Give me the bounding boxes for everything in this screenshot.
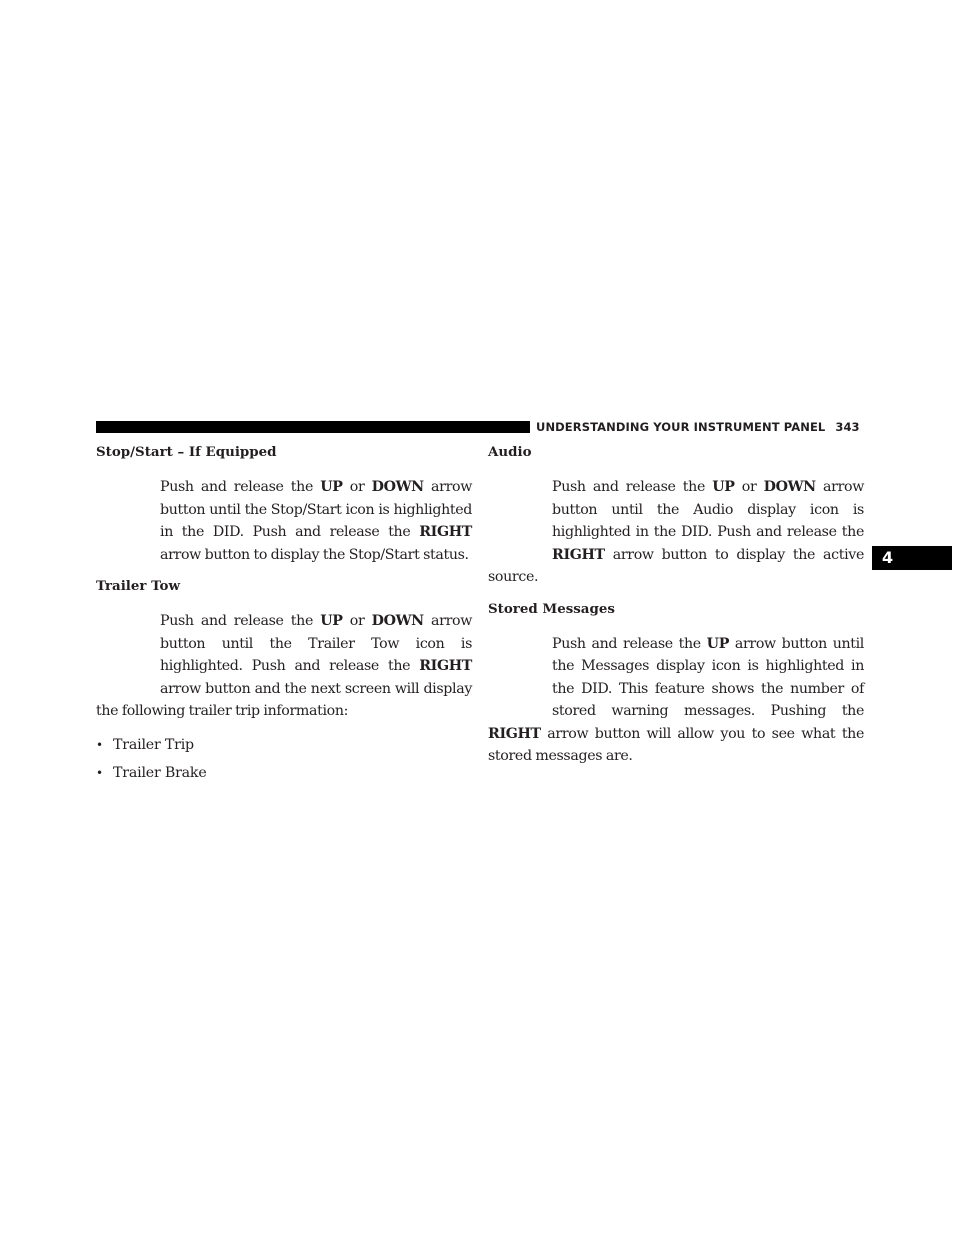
header-rule: [96, 421, 530, 433]
bold-term: RIGHT: [419, 524, 472, 540]
trailer-tow-icon: [96, 610, 160, 698]
section-audio: [488, 438, 864, 589]
stop-start-icon: [96, 476, 160, 564]
bold-term: RIGHT: [488, 725, 541, 742]
page-number: 343: [835, 420, 860, 434]
bold-term: RIGHT: [419, 658, 472, 674]
bullet-icon: •: [96, 737, 103, 752]
section-trailer-tow: [96, 572, 472, 787]
bold-term: DOWN: [371, 613, 424, 629]
section-title: Stop/Start – If Equipped: [96, 444, 277, 460]
messages-icon: [488, 633, 552, 721]
bold-term: UP: [712, 479, 735, 495]
left-column: [96, 438, 472, 787]
bold-term: UP: [706, 635, 730, 652]
bold-term: UP: [320, 613, 343, 629]
bold-term: RIGHT: [552, 546, 605, 563]
section-title: Audio: [488, 444, 532, 460]
bullet-list: [96, 731, 472, 787]
chapter-tab: 4: [872, 546, 952, 570]
list-item: • Trailer Trip: [96, 731, 472, 759]
right-column: [488, 438, 864, 768]
list-item: • Trailer Brake: [96, 759, 472, 787]
audio-icon: [488, 476, 552, 564]
bold-term: DOWN: [763, 479, 816, 495]
bold-term: UP: [320, 479, 343, 495]
section-title: Stored Messages: [488, 600, 615, 617]
bullet-icon: •: [96, 765, 103, 780]
section-body: Push and release the UP or DOWN arrow button until the Trailer Tow icon is highlighted. Push and release the RIGHT arrow button and the next screen will display the following trailer trip information:: [96, 610, 472, 723]
running-header: [536, 420, 860, 434]
section-body: Push and release the UP or DOWN arrow button until the Stop/Start icon is highlighted in the DID. Push and release the RIGHT arrow button to display the Stop/Start status.: [96, 476, 472, 566]
section-body: Push and release the UP arrow button until the Messages display icon is highlighted in the DID. This feature shows the number of stored warning messages. Pushing the RIGHT arrow button will allow you to see what the stored messages are.: [488, 633, 864, 768]
bold-term: DOWN: [371, 479, 424, 495]
section-body: Push and release the UP or DOWN arrow button until the Audio display icon is highlighted in the DID. Push and release the RIGHT arrow button to display the active source.: [488, 476, 864, 589]
section-stored-messages: [488, 595, 864, 768]
header-title: UNDERSTANDING YOUR INSTRUMENT PANEL: [536, 420, 826, 434]
section-title: Trailer Tow: [96, 578, 181, 594]
section-stop-start: [96, 438, 472, 566]
